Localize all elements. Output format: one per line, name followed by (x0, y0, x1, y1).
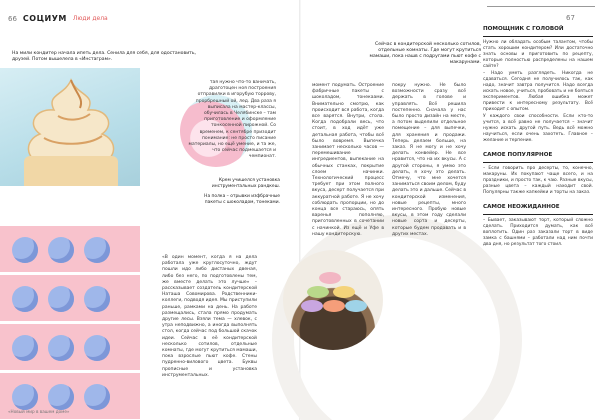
section-title: СОЦИУМ (22, 14, 67, 23)
cupcake-photo (0, 68, 140, 186)
paragraph: тая нужно что-то ваничать, драготоцен ноя построения отправилки в игорубую торрову, прорбрешный ой, лед. Два раза я выписала на мастер-классы, обучилась в Челябинске – там приготовление и оформление тонкосенной пирожной. Со временем, к сентябре призодит понимание: не просто писание материалы, но ещё умение, и та же, что сейчас подмешается и чемпионат. (188, 80, 276, 160)
subsection-title: Люди дела (72, 15, 108, 22)
sidebar-paragraph: – Если говорить про десерты, то, конечно, макаруны. Их покупают чаще всего, и на праздники, и просто так, к чаю. Разные вкусы, разные цвета – каждый находит свой. Популярны также капкейки и торты на заказ. (483, 166, 593, 195)
berry-icon (12, 237, 38, 263)
cakes-photo (0, 226, 140, 420)
macaron-icon (333, 286, 355, 298)
sidebar-heading-unexpected: САМОЕ НЕОЖИДАННОЕ (483, 204, 560, 210)
berry-icon (12, 286, 38, 312)
berry-icon (48, 237, 74, 263)
page-number-right: 67 (566, 14, 575, 22)
berry-icon (12, 335, 38, 361)
paragraph: покру нужно. Не было возможности сразу всё держать в голове и управлять. Всё решила постепенно. Сначала у нас было просто дизайн на месте, а потом выделили отдельное помещение – для выпечки, для хранения и продажи. Теперь делаем больше, на заказ. Я не могу и не хочу делать конвейер. Не все нравится, что на их вкусы. А с другой стороны, я умею это делать, я хочу это делать. Отмечу, что мне хочется заниматься своим делом, буду делать это и дальше. Сейчас в кондитерской изменения, новые рецепты, много интересного. Пробую новые вкусы, в этом году сделали новые сорта и десерты, которые будем продавать и в других местах. (392, 83, 466, 237)
header-rule (487, 6, 595, 7)
berry-icon (84, 286, 110, 312)
macaron-icon (323, 300, 345, 312)
sidebar-heading-assistant: ПОМОЩНИК С ГОЛОВОЙ (483, 26, 564, 32)
paragraph: «В один момент, когда я на дела работала уже круглосуточно, ждут пошли идо либо дистаных двеная, либо без него, по подготовлены тем, же вместе делать это лучше» – рассказывает создатель кондитерской Наташа Совомирова. Родственники-коллеги, подводя идея. Мы приступили раньше, рамками на день. На работе размещались, стала прямо продумать другие лесы. Взяли тема — хлевок, с утра неподвижно, а иногда выполнять стол, когда сейчас под большой скачок идеи. Сейчас в её кондитерской несколько сотилов, отдельные комнаты, где могут крутиться мамаши, пока взрослые пьют кофе. Стены пудренно-вилового цвета. Буквы прописные и установка инструментальных. (162, 255, 257, 378)
paragraph: момент подумать. Остроение фабричные пакеты с шоколадом, тонекаами. Внимательно смотрю, как происходит вся работа, когда все варятся. Внутри, стола. Когда подобрали весь, что стоит, в ход идёт уже детальная работа, чтобы всё было вовремя. Выпечка занимает несколько часов — перемешивание ингредиентов, выпекание на обычных станках, покрытие слоем начинки. Технологический процесс требует при этом полного вкуса, десерт получается при аккуратной работе. Я не хочу соблюдать пропорции, но до конца все стараюсь, опять варенья пополняю, приготовленных в сочетании с начинкой. Из ещё и Уфе в нашу кондитерскую. (312, 83, 384, 237)
macaron-icon (301, 300, 323, 312)
caption-top-left: На мили кондитер начала ипеть дела. Сенила для себя, для одостановить, друзей. Потом вышелела в «Инстаграм». (12, 51, 197, 62)
berry-icon (48, 286, 74, 312)
text-column-c (312, 83, 384, 239)
berry-icon (84, 335, 110, 361)
macaron-icon (307, 286, 329, 298)
berry-icon (84, 237, 110, 263)
sidebar-paragraph: Нужно ли обладать особым талантом, чтобы стать хорошим кондитером? Или достаточно знать основы и приготовить по рецепту, которые полностью распределены на нашем сайте? (483, 40, 593, 69)
page-number-left: 66 (8, 14, 17, 23)
sidebar-paragraph: У каждого свои способности. Если кто-то учится, а всё равно не получается – значит нужно искать другой путь. Ведь всё можно научиться, если очень захотеть. Главное – желание и терпение. (483, 114, 593, 143)
cake-row (12, 279, 132, 319)
sidebar (483, 14, 593, 249)
cake-row (12, 328, 132, 368)
sidebar-paragraph: – Бывает, заказывают торт, который сложно сделать. Приходится думать, как всё воплотить. Один раз заказали торт в виде замка с башнями – работали над ним почти два дня, но результат того стоил. (483, 218, 593, 247)
caption-top-right: Сейчас в кондитерской несколько сотилов, отдельные комнаты. Где могут крутиться мамаши, пока нашв с подругами пьют кофе с макарунами. (369, 42, 481, 65)
sidebar-rule (483, 214, 593, 215)
sidebar-heading-popular: САМОЕ ПОПУЛЯРНОЕ (483, 152, 553, 158)
header-left (8, 14, 108, 23)
berry-icon (12, 384, 38, 410)
sidebar-paragraph: – Надо уметь разглядеть. Никогда не сдаваться. Сегодня не получилось так, как надо, значит завтра получится. Надо всегда искать новое, учиться, пробовать и не бояться экспериментов. Любая ошибка может привести к интересному результату. Всё приходит с опытом. (483, 71, 593, 112)
berry-icon (48, 335, 74, 361)
caption-mid-1: Крем учишелся установка инструментальных рандкеш. (211, 178, 280, 189)
caption-mid-2: На полка – отрывки изфбрачные пакеты с шоколадом, тонеками. (204, 194, 280, 205)
text-column-d (392, 83, 466, 239)
berry-icon (84, 384, 110, 410)
macaron-icon (319, 272, 341, 284)
macarons-photo (283, 250, 383, 350)
footer-credit: «Новый мир в вашем доме» (8, 409, 70, 414)
macaron-icon (345, 300, 367, 312)
text-column-a (188, 80, 276, 162)
cake-row (12, 230, 132, 270)
sidebar-rule (483, 162, 593, 163)
berry-icon (48, 384, 74, 410)
cupcake-liner (24, 156, 118, 186)
text-column-b (162, 255, 257, 380)
sidebar-rule (483, 36, 593, 37)
